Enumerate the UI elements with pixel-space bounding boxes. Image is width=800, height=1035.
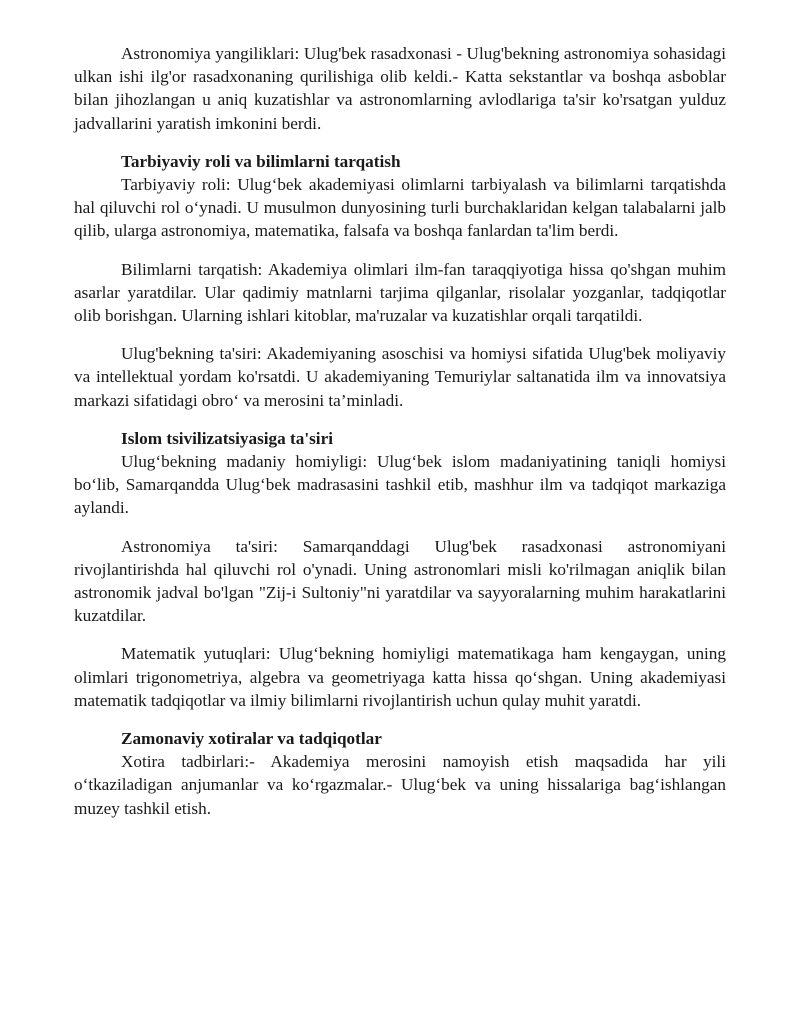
section-heading: Zamonaviy xotiralar va tadqiqotlar — [121, 729, 382, 749]
paragraph-ulugbek-influence: Ulug'bekning ta'siri: Akademiyaning asoschisi va homiysi sifatida Ulug'bek moliyaviy va intellektual yordam ko'rsatdi. U akademiyaning Temuriylar saltanatida ilm va innovatsiya markazi sifatidagi obro‘ va merosini ta’minladi. — [74, 344, 726, 410]
section-heading: Tarbiyaviy roli va bilimlarni tarqatish — [121, 151, 401, 171]
document-page — [74, 42, 726, 835]
section-islamic-civilization — [74, 427, 726, 712]
paragraph-knowledge-spread: Bilimlarni tarqatish: Akademiya olimlari ilm-fan taraqqiyotiga hissa qo'shgan muhim asarlar yaratdilar. Ular qadimiy matnlarni tarjima qilganlar, risolalar yozganlar, tadqiqotlar olib borishgan. Ularning ishlari kitoblar, ma'ruzalar va kuzatishlar orqali tarqatildi. — [74, 259, 726, 326]
section-modern-memories — [74, 727, 726, 820]
paragraph-astronomy-influence: Astronomiya ta'siri: Samarqanddagi Ulug'bek rasadxonasi astronomiyani rivojlantirishda hal qiluvchi rol o'ynadi. Uning astronomlari misli ko'rilmagan aniqlik bilan astronomik jadval bo'lgan "Zij-i Sultoniy"ni yaratdilar va sayyoralarning muhim harakatlarini kuzatdilar. — [74, 536, 726, 626]
section-educational-role — [74, 150, 726, 412]
paragraph-mathematical-achievements: Matematik yutuqlari: Ulug‘bekning homiyligi matematikaga ham kengaygan, uning olimlari trigonometriya, algebra va geometriyaga katta hissa qo‘shgan. Uning akademiyasi matematik tadqiqotlar va ilmiy bilimlarni rivojlantirish uchun qulay muhit yaratdi. — [74, 644, 726, 710]
section-heading: Islom tsivilizatsiyasiga ta'siri — [121, 428, 333, 448]
paragraph-memorial-events: Xotira tadbirlari:- Akademiya merosini namoyish etish maqsadida har yili o‘tkaziladigan anjumanlar va ko‘rgazmalar.- Ulug‘bek va uning hissalariga bag‘ishlangan muzey tashkil etish. — [74, 752, 726, 818]
paragraph-cultural-patronage: Ulug‘bekning madaniy homiyligi: Ulug‘bek islom madaniyatining taniqli homiysi bo‘lib, Samarqandda Ulug‘bek madrasasini tashkil etib, mashhur ilm va tadqiqot markaziga aylandi. — [74, 452, 726, 518]
paragraph-educational-role: Tarbiyaviy roli: Ulug‘bek akademiyasi olimlarni tarbiyalash va bilimlarni tarqatishda hal qiluvchi rol o‘ynadi. U musulmon dunyosining turli burchaklaridan kelgan talabalarni jalb qilib, ularga astronomiya, matematika, falsafa va boshqa fanlardan ta'lim berdi. — [74, 175, 726, 241]
paragraph-astronomy-news: Astronomiya yangiliklari: Ulug'bek rasadxonasi - Ulug'bekning astronomiya sohasidagi ulkan ishi ilg'or rasadxonaning qurilishiga olib keldi.- Katta sekstantlar va boshqa asboblar bilan jihozlangan u aniq kuzatishlar va astronomlarning avlodlariga ta'sir ko'rsatgan yulduz jadvallarini yaratish imkonini berdi. — [74, 44, 726, 133]
